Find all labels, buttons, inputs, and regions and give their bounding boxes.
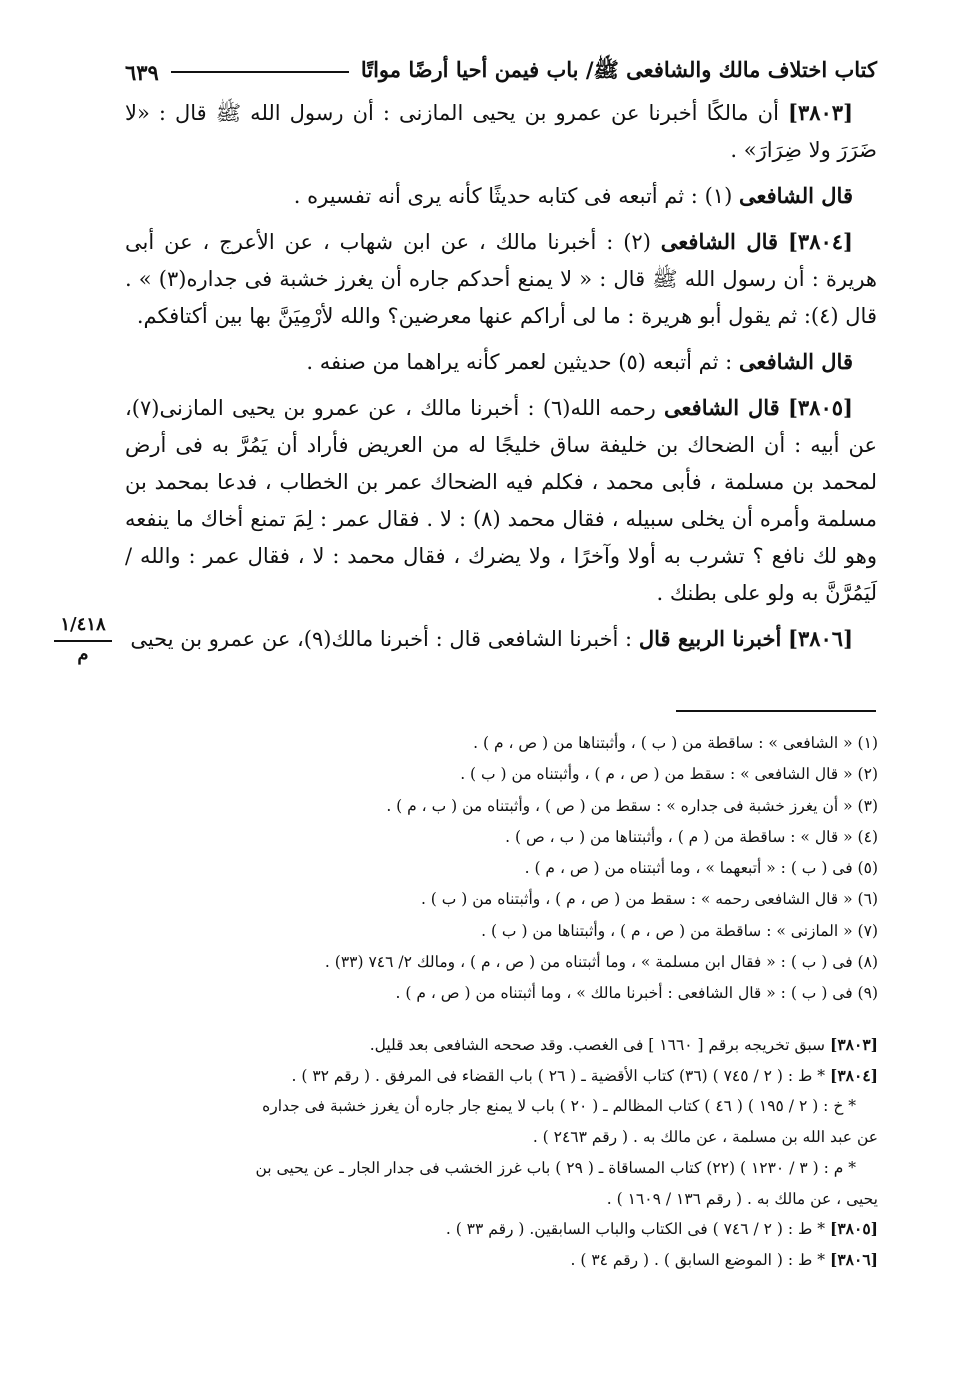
takhrij-text: * ط : ( الموضع السابق ) . ( رقم ٣٤ ) . — [570, 1250, 826, 1269]
takhrij-text: يحيى ، عن مالك به . ( رقم ١٣٦ / ١٦٠٩ ) . — [606, 1189, 878, 1208]
paragraph-text: : ثم أتبعه فى كتابه حديثًا كأنه يرى أنه تفسيره . — [293, 184, 698, 208]
footnote: (٢) « قال الشافعى » : سقط من ( ص ، م ) ، وأثبتناه من ( ب ) . — [460, 765, 878, 784]
footnote: (٥) فى ( ب ) : « أتبعهما » ، وما أثبتناه من ( ص ، م ) . — [524, 859, 878, 878]
paragraph-text: : ثم أتبعه (٥) حديثين لعمر كأنه يراهما من صنفه . — [306, 350, 733, 374]
main-text — [125, 94, 877, 666]
takhrij-line — [130, 1091, 878, 1122]
takhrij-line — [130, 1061, 878, 1092]
takhrij-line — [130, 1122, 878, 1153]
margin-note — [54, 612, 112, 668]
paragraph-text: أن مالكًا أخبرنا عن عمرو بن يحيى المازنى : أن رسول الله ﷺ قال : «لا ضَرَرَ ولا ضِرَارَ» . — [125, 101, 877, 162]
takhrij-text: * ط : ( ٢ / ٧٤٥ ) (٣٦) كتاب الأقضية ـ ( ٢٦ ) باب القضاء فى المرفق . ( رقم ٣٢ ) . — [291, 1066, 826, 1085]
header-rule — [171, 71, 349, 73]
footnote: (٨) فى ( ب ) : « فقال ابن مسلمة » ، وما أثبتناه من ( ص ، م ) ، ومالك ٢/ ٧٤٦ (٣٣) . — [324, 953, 878, 972]
footnote-marker: (١) — [704, 184, 733, 208]
footnote: (٩) فى ( ب ) : « قال الشافعى : أخبرنا مالك » ، وما أثبتناه من ( ص ، م ) . — [395, 984, 878, 1003]
takhrij-line — [130, 1184, 878, 1215]
hadith-ref: [٣٨٠٥] — [787, 395, 853, 420]
takhrij-line — [130, 1153, 878, 1184]
paragraph-text: : أخبرنا الشافعى قال : أخبرنا مالك(٩)، عن عمرو بن يحيى — [130, 627, 633, 651]
paragraph — [125, 177, 877, 215]
header-title: كتاب اختلاف مالك والشافعى ﷺ/ باب فيمن أحيا أرضًا مواتًا — [360, 56, 877, 82]
hadith-ref: [٣٨٠٦] — [788, 626, 853, 651]
takhrij-line — [130, 1245, 878, 1276]
apparatus-notes — [200, 728, 878, 1010]
margin-note-bottom: م — [77, 644, 89, 665]
speaker: أخبرنا الربيع قال — [638, 626, 782, 651]
takhrij-ref: [٣٨٠٥] — [830, 1219, 878, 1239]
takhrij-ref: [٣٨٠٦] — [830, 1249, 878, 1269]
hadith-ref: [٣٨٠٤] — [787, 229, 853, 254]
footnote: (٧) « المازنى » : ساقطة من ( ص ، م ) ، وأثبتناها من ( ب ) . — [481, 921, 878, 940]
takhrij-text: عن عبد الله بن مسلمة ، عن مالك به . ( رقم ٢٤٦٣ ) . — [532, 1128, 878, 1147]
paragraph — [125, 343, 877, 381]
running-head — [125, 52, 877, 92]
takhrij-line — [130, 1214, 878, 1245]
footnote: (١) « الشافعى » : ساقطة من ( ب ) ، وأثبتناها من ( ص ، م ) . — [473, 734, 878, 752]
paragraph — [125, 223, 877, 335]
takhrij-text: * خ : ( ٢ / ١٩٥ ) ( ٤٦ ) كتاب المظالم ـ ( ٢٠ ) باب لا يمنع جار جاره أن يغرز خشبة فى جداره — [262, 1097, 856, 1116]
margin-note-top: ١/٤١٨ — [54, 612, 112, 642]
page-number: ٦٣٩ — [125, 59, 159, 85]
paragraph-text: : أخبرنا مالك ، عن ابن شهاب ، عن الأعرج ، عن أبى هريرة : أن رسول الله ﷺ قال : « لا يمنع أحدكم جاره أن يغرز خشبة فى جداره(٣) » . قال (٤): ثم يقول أبو هريرة : ما لى أراكم عنها معرضين؟ والله لأرْمِيَنَّ بها بين أكتافكم. — [125, 230, 877, 328]
takhrij-ref: [٣٨٠٣] — [830, 1035, 878, 1054]
takhrij-text: * م : ( ٣ / ١٢٣٠ ) (٢٢) كتاب المساقاة ـ ( ٢٩ ) باب غرز الخشب فى جدار الجار ـ عن يحيى بن — [255, 1158, 856, 1177]
footnote: (٦) « قال الشافعى رحمه » : سقط من ( ص ، م ) ، وأثبتناه من ( ب ) . — [420, 890, 878, 909]
footnote-marker: (٢) — [623, 230, 651, 254]
footnote: (٤) « قال » : ساقطة من ( م ) ، وأثبتناها من ( ب ، ص ) . — [505, 827, 878, 846]
speaker: قال الشافعى — [660, 229, 779, 254]
takhrij-ref: [٣٨٠٤] — [830, 1065, 878, 1085]
paragraph — [125, 94, 877, 169]
takhrij-notes — [130, 1030, 878, 1276]
footnote-separator — [676, 710, 876, 712]
paragraph — [125, 620, 877, 658]
paragraph — [125, 389, 877, 612]
footnote: (٣) « أن يغرز خشبة فى جداره » : سقط من ( ص ) ، وأثبتناه من ( ب ، م ) . — [386, 796, 878, 815]
takhrij-text: سبق تخريجه برقم [ ١٦٦٠ ] فى الغصب. وقد صححه الشافعى بعد قليل. — [369, 1036, 826, 1054]
hadith-ref: [٣٨٠٣] — [788, 100, 853, 125]
takhrij-text: * ط : ( ٢ / ٧٤٦ ) فى الكتاب والباب السابقين. ( رقم ٣٣ ) . — [445, 1220, 826, 1239]
speaker-note: رحمه الله(٦) — [542, 396, 656, 420]
takhrij-line — [130, 1030, 878, 1061]
speaker: قال الشافعى — [738, 183, 853, 208]
speaker: قال الشافعى — [738, 349, 853, 374]
speaker: قال الشافعى — [664, 395, 780, 420]
paragraph-text: : أخبرنا مالك ، عن عمرو بن يحيى المازنى(٧)، عن أبيه : أن الضحاك بن خليفة ساق خليجًا له من العريض فأراد أن يَمُرَّ به فى أرض لمحمد بن مسلمة ، فأبى محمد ، فكلم فيه الضحاك عمر بن الخطاب ، فدعا بمحمد بن مسلمة وأمره أن يخلى سبيله ، فقال محمد (٨) : لا . فقال عمر : لِمَ تمنع أخاك ما ينفعه وهو لك نافع ؟ تشرب به أولا وآخرًا ، ولا يضرك ، فقال محمد : لا ، فقال عمر : والله / لَيَمُرَّنَّ به ولو على بطنك . — [125, 396, 877, 605]
